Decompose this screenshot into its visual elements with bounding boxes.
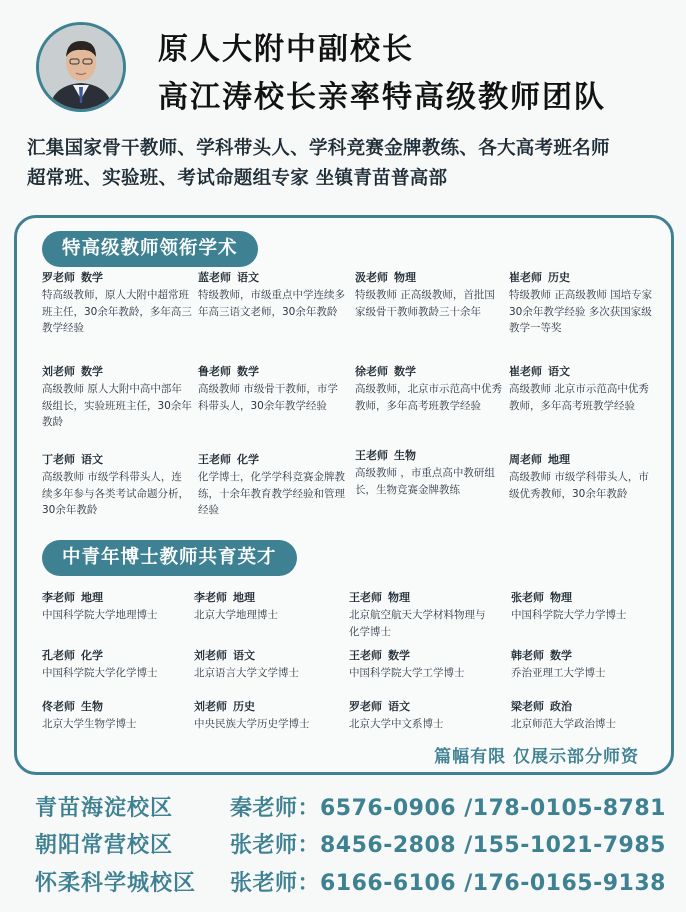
teacher-name: 汲老师 <box>355 271 388 284</box>
teacher-subject: 语文 <box>388 700 410 713</box>
teacher-name: 王老师 <box>198 453 231 466</box>
teacher-desc: 高级教师 ，市重点高中教研组长，生物竞赛金牌教练 <box>355 467 495 496</box>
teacher-desc: 北京大学生物学博士 <box>42 718 137 730</box>
teacher-card <box>42 452 192 519</box>
teacher-name: 佟老师 <box>42 700 75 713</box>
teacher-card <box>355 270 505 320</box>
intro-line-2: 超常班、实验班、考试命题组专家 坐镇青苗普高部 <box>27 168 448 189</box>
doctor-card <box>349 590 489 640</box>
teacher-desc: 中国科学院大学力学博士 <box>511 609 627 621</box>
teacher-name: 鲁老师 <box>198 365 231 378</box>
teacher-name: 刘老师 <box>194 700 227 713</box>
teacher-name: 刘老师 <box>194 649 227 662</box>
doctor-card <box>349 648 509 682</box>
teacher-subject: 历史 <box>548 271 570 284</box>
doctor-card <box>42 699 202 733</box>
teacher-name: 徐老师 <box>355 365 388 378</box>
teacher-name: 韩老师 <box>511 649 544 662</box>
teacher-desc: 高级教师 市级学科带头人，市级优秀教师，30余年教龄 <box>509 471 649 500</box>
teacher-subject: 生物 <box>394 449 416 462</box>
doctor-card <box>194 648 354 682</box>
faculty-panel <box>14 215 674 775</box>
teacher-name: 崔老师 <box>509 365 542 378</box>
teacher-name: 蓝老师 <box>198 271 231 284</box>
teacher-name: 刘老师 <box>42 365 75 378</box>
doctor-card <box>194 590 354 624</box>
teacher-card <box>355 448 505 498</box>
teacher-card <box>42 364 192 431</box>
teacher-name: 周老师 <box>509 453 542 466</box>
teacher-name: 张老师 <box>511 591 544 604</box>
teacher-name: 梁老师 <box>511 700 544 713</box>
teacher-desc: 高级教师 市级学科带头人，连续多年参与各类考试命题分析，30余年教龄 <box>42 471 189 516</box>
doctor-card <box>194 699 354 733</box>
portrait-image <box>39 25 123 109</box>
teacher-desc: 中央民族大学历史学博士 <box>194 718 310 730</box>
intro-line-1: 汇集国家骨干教师、学科带头人、学科竞赛金牌教练、各大高考班名师 <box>27 138 610 159</box>
teacher-subject: 地理 <box>233 591 255 604</box>
teacher-card <box>198 270 348 320</box>
page-title-line-1: 原人大附中副校长 <box>158 32 414 67</box>
teacher-desc: 特高级教师，原人大附中超常班班主任，30余年教龄，多年高三教学经验 <box>42 289 192 334</box>
doctor-card <box>42 590 202 624</box>
teacher-subject: 物理 <box>550 591 572 604</box>
teacher-name: 王老师 <box>349 649 382 662</box>
teacher-subject: 生物 <box>81 700 103 713</box>
teacher-subject: 数学 <box>388 649 410 662</box>
teacher-desc: 北京大学地理博士 <box>194 609 278 621</box>
doctor-card <box>511 648 671 682</box>
teacher-card <box>355 364 505 414</box>
teacher-desc: 北京大学中文系博士 <box>349 718 444 730</box>
contact-phone: 秦老师：6576-0906 /178-0105-8781 <box>230 796 666 821</box>
teacher-subject: 数学 <box>237 365 259 378</box>
contact-row <box>0 828 686 864</box>
contact-phone: 张老师：8456-2808 /155-1021-7985 <box>230 833 666 858</box>
teacher-subject: 化学 <box>237 453 259 466</box>
doctor-card <box>42 648 202 682</box>
teacher-name: 李老师 <box>194 591 227 604</box>
teacher-subject: 数学 <box>550 649 572 662</box>
header <box>0 0 686 125</box>
teacher-name: 王老师 <box>349 591 382 604</box>
section-title-senior: 特高级教师领衔学术 <box>42 231 258 267</box>
page-title-line-2: 高江涛校长亲率特高级教师团队 <box>158 80 606 115</box>
teacher-name: 王老师 <box>355 449 388 462</box>
teacher-desc: 化学博士，化学学科竞赛金牌教练，十余年教育教学经验和管理经验 <box>198 471 345 516</box>
teacher-subject: 语文 <box>548 365 570 378</box>
teacher-card <box>509 364 659 414</box>
teacher-subject: 化学 <box>81 649 103 662</box>
teacher-desc: 中国科学院大学地理博士 <box>42 609 158 621</box>
teacher-subject: 地理 <box>81 591 103 604</box>
teacher-desc: 特级教师，市级重点中学连续多年高三语文老师，30余年教龄 <box>198 289 345 318</box>
avatar <box>36 22 126 112</box>
teacher-card <box>198 452 348 519</box>
contact-row <box>0 866 686 902</box>
contact-row <box>0 791 686 827</box>
contact-phone: 张老师：6166-6106 /176-0165-9138 <box>230 871 666 896</box>
teacher-name: 罗老师 <box>42 271 75 284</box>
teacher-subject: 数学 <box>394 365 416 378</box>
teacher-subject: 数学 <box>81 271 103 284</box>
campus-name: 青苗海淀校区 <box>35 796 174 821</box>
teacher-subject: 语文 <box>233 649 255 662</box>
teacher-desc: 特级教师 正高级教师 国培专家 30余年教学经验 多次获国家级教学一等奖 <box>509 289 653 334</box>
campus-name: 朝阳常营校区 <box>35 833 174 858</box>
teacher-desc: 北京语言大学文学博士 <box>194 667 299 679</box>
teacher-name: 罗老师 <box>349 700 382 713</box>
teacher-card <box>509 452 659 502</box>
teacher-desc: 中国科学院大学化学博士 <box>42 667 158 679</box>
teacher-card <box>509 270 659 337</box>
teacher-desc: 中国科学院大学工学博士 <box>349 667 465 679</box>
teacher-subject: 数学 <box>81 365 103 378</box>
teacher-desc: 高级教师 原人大附中高中部年级组长，实验班班主任，30余年教龄 <box>42 383 192 428</box>
teacher-desc: 特级教师 正高级教师，首批国家级骨干教师教龄三十余年 <box>355 289 495 318</box>
teacher-subject: 历史 <box>233 700 255 713</box>
teacher-subject: 政治 <box>550 700 572 713</box>
teacher-name: 崔老师 <box>509 271 542 284</box>
teacher-desc: 乔治亚理工大学博士 <box>511 667 606 679</box>
teacher-name: 孔老师 <box>42 649 75 662</box>
teacher-subject: 语文 <box>237 271 259 284</box>
teacher-name: 丁老师 <box>42 453 75 466</box>
campus-name: 怀柔科学城校区 <box>35 871 197 896</box>
teacher-desc: 高级教师 市级骨干教师，市学科带头人，30余年教学经验 <box>198 383 338 412</box>
teacher-subject: 物理 <box>394 271 416 284</box>
teacher-name: 李老师 <box>42 591 75 604</box>
teacher-desc: 北京师范大学政治博士 <box>511 718 616 730</box>
teacher-subject: 语文 <box>81 453 103 466</box>
teacher-card <box>198 364 348 414</box>
section-title-doctors: 中青年博士教师共育英才 <box>42 540 297 576</box>
teacher-card <box>42 270 192 337</box>
space-limited-note: 篇幅有限 仅展示部分师资 <box>434 747 639 767</box>
teacher-subject: 物理 <box>388 591 410 604</box>
teacher-desc: 高级教师，北京市示范高中优秀教师，多年高考班教学经验 <box>355 383 502 412</box>
doctor-card <box>349 699 509 733</box>
teacher-desc: 北京航空航天大学材料物理与化学博士 <box>349 609 486 638</box>
teacher-subject: 地理 <box>548 453 570 466</box>
doctor-card <box>511 590 671 624</box>
doctor-card <box>511 699 671 733</box>
teacher-desc: 高级教师 北京市示范高中优秀教师，多年高考班教学经验 <box>509 383 649 412</box>
